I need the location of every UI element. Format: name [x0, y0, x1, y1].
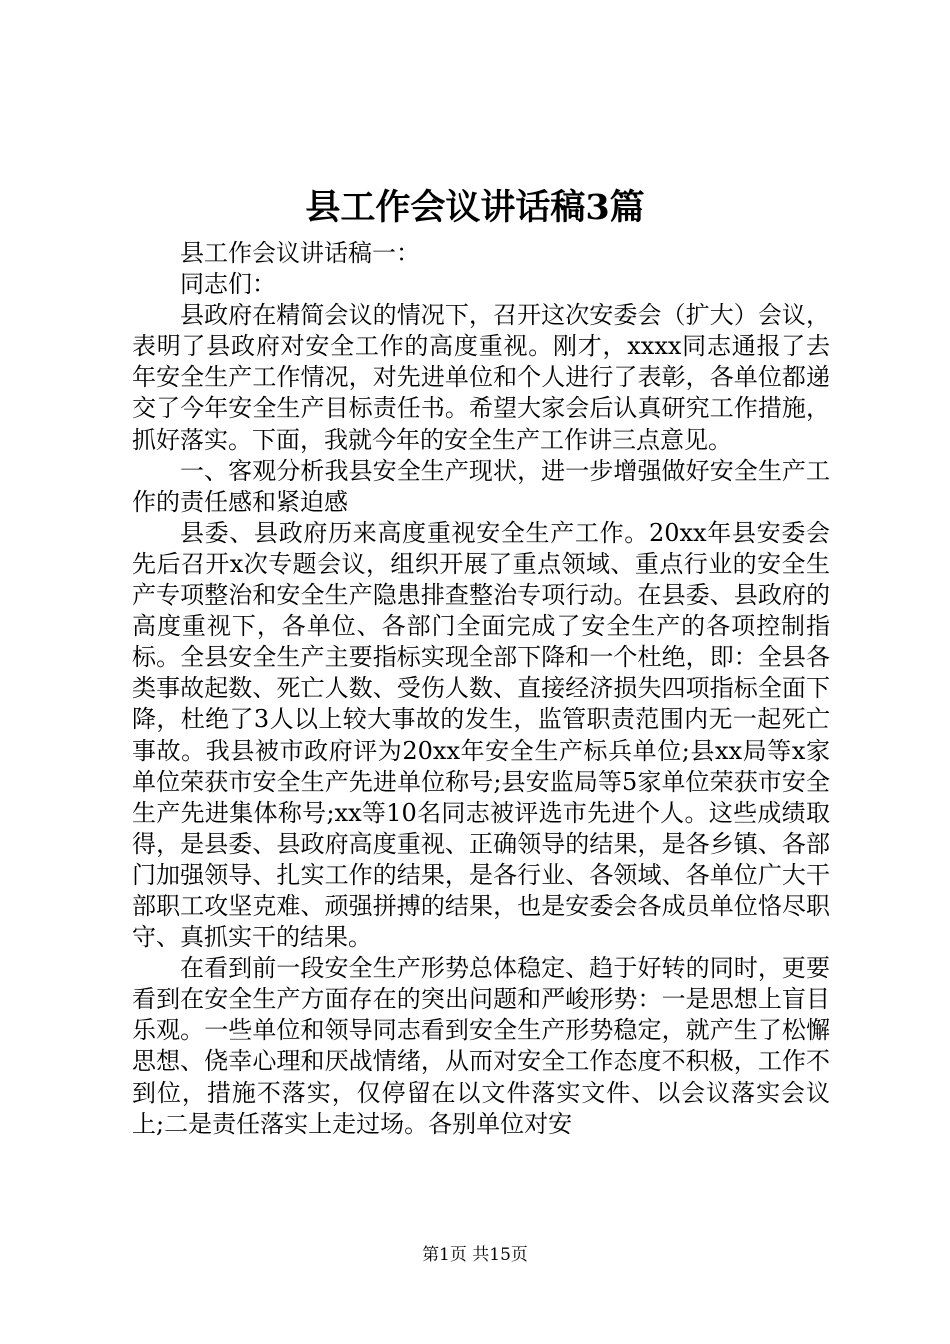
document-body	[132, 238, 830, 1140]
section-heading: 一、客观分析我县安全生产现状，进一步增强做好安全生产工作的责任感和紧迫感	[132, 456, 830, 516]
paragraph: 在看到前一段安全生产形势总体稳定、趋于好转的同时，更要看到在安全生产方面存在的突出问题和严峻形势：一是思想上盲目乐观。一些单位和领导同志看到安全生产形势稳定，就产生了松懈思想、侥幸心理和厌战情绪，从而对安全工作态度不积极，工作不到位，措施不落实，仅停留在以文件落实文件、以会议落实会议上;二是责任落实上走过场。各别单位对安	[132, 954, 830, 1138]
salutation: 同志们：	[180, 270, 276, 299]
section-heading: 县工作会议讲话稿一：	[180, 239, 420, 267]
paragraph: 县委、县政府历来高度重视安全生产工作。20xx年县安委会先后召开x次专题会议，组织开展了重点领域、重点行业的安全生产专项整治和安全生产隐患排查整治专项行动。在县委、县政府的高度重视下，各单位、各部门全面完成了安全生产的各项控制指标。全县安全生产主要指标实现全部下降和一个杜绝，即：全县各类事故起数、死亡人数、受伤人数、直接经济损失四项指标全面下降，杜绝了3人以上较大事故的发生，监管职责范围内无一起死亡事故。我县被市政府评为20xx年安全生产标兵单位;县xx局等x家单位荣获市安全生产先进单位称号;县安监局等5家单位荣获市安全生产先进集体称号;xx等10名同志被评选市先进个人。这些成绩取得，是县委、县政府高度重视、正确领导的结果，是各乡镇、各部门加强领导、扎实工作的结果，是各行业、各领域、各单位广大干部职工攻坚克难、顽强拼搏的结果，也是安委会各成员单位恪尽职守、真抓实干的结果。	[132, 518, 830, 952]
page-number-footer: 第1页 共15页	[422, 1245, 528, 1265]
paragraph: 县政府在精简会议的情况下，召开这次安委会（扩大）会议，表明了县政府对安全工作的高度重视。刚才，xxxx同志通报了去年安全生产工作情况，对先进单位和个人进行了表彰，各单位都递交了今年安全生产目标责任书。希望大家会后认真研究工作措施，抓好落实。下面，我就今年的安全生产工作讲三点意见。	[132, 301, 830, 454]
document-title: 县工作会议讲话稿3篇	[305, 187, 645, 228]
